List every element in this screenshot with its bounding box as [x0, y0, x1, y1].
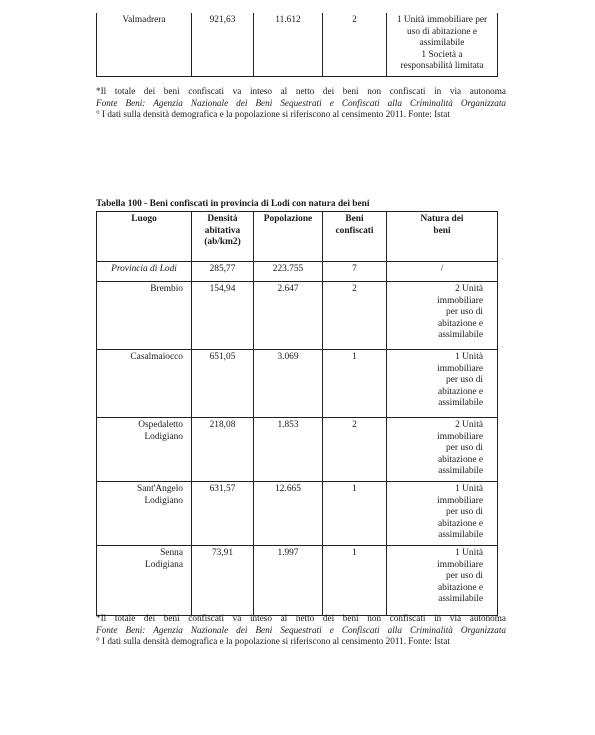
cell-natura	[387, 481, 498, 545]
table-row-provincia	[97, 262, 498, 282]
cell-popolazione: 3.069	[254, 350, 323, 418]
cell-popolazione: 1.853	[254, 418, 323, 482]
note-census: ° I dati sulla densità demografica e la popolazione si riferiscono al censimento 2011. Fonte: Istat	[96, 636, 450, 647]
natura-line: assimilabile	[419, 38, 465, 49]
natura-line: immobiliare	[437, 295, 483, 306]
header-line: Natura dei	[420, 214, 464, 224]
cell-popolazione: 1.997	[254, 545, 323, 615]
luogo-line: Lodigiano	[144, 495, 183, 506]
cell-densita: 285,77	[192, 262, 254, 282]
natura-line: per uso di	[446, 443, 483, 454]
note-census: ° I dati sulla densità demografica e la popolazione si riferiscono al censimento 2011. Fonte: Istat	[96, 109, 450, 120]
cell-densita: 651,05	[192, 350, 254, 418]
cell-beni: 1	[323, 350, 387, 418]
luogo-line: Senna	[160, 547, 183, 558]
natura-line: abitazione e	[437, 582, 483, 593]
table-row	[97, 418, 498, 482]
cell-luogo	[97, 545, 192, 615]
natura-line: abitazione e	[437, 518, 483, 529]
cell-densita: 154,94	[192, 282, 254, 350]
header-beni: Beni confiscati	[323, 212, 387, 262]
note-total: *Il totale dei beni confiscati va inteso al netto dei beni non confiscati in via autonoma	[96, 613, 506, 623]
natura-line: per uso di	[446, 375, 483, 386]
header-luogo: Luogo	[97, 212, 192, 262]
header-line: abitativa	[204, 225, 241, 236]
natura-line: 2 Unità	[455, 284, 483, 294]
cell-popolazione: 223.755	[254, 262, 323, 282]
header-natura	[387, 212, 498, 262]
cell-luogo: Provincia di Lodi	[97, 262, 192, 282]
cell-beni: 2	[323, 282, 387, 350]
table-row	[97, 350, 498, 418]
natura-line: assimilabile	[438, 398, 483, 409]
cell-beni: 1	[323, 545, 387, 615]
header-densita	[192, 212, 254, 262]
cell-natura	[387, 13, 498, 76]
natura-line: uso di abitazione e	[406, 26, 478, 37]
natura-line: 1 Unità	[455, 352, 483, 362]
natura-line: 1 Unità	[455, 547, 483, 558]
header-line: Densità	[207, 214, 238, 224]
natura-line: assimilabile	[438, 594, 483, 605]
natura-line: abitazione e	[437, 454, 483, 465]
cell-densita: 73,91	[192, 545, 254, 615]
natura-line: immobiliare	[437, 431, 483, 442]
note-source: Fonte Beni: Agenzia Nazionale dei Beni Sequestrati e Confiscati alla Criminalità Organizzata	[96, 97, 506, 108]
natura-line: 1 Unità	[455, 483, 483, 494]
natura-line: immobiliare	[437, 495, 483, 506]
cell-beni: 1	[323, 481, 387, 545]
natura-line: assimilabile	[438, 530, 483, 541]
natura-line: immobiliare	[437, 363, 483, 374]
table-caption: Tabella 100 - Beni confiscati in provincia di Lodi con natura dei beni	[96, 199, 370, 209]
luogo-line: Casalmaiocco	[130, 352, 183, 362]
cell-luogo: Valmadrera	[97, 13, 192, 76]
natura-line: responsabilità limitata	[400, 61, 484, 72]
cell-popolazione: 11.612	[254, 13, 323, 76]
natura-line: abitazione e	[437, 386, 483, 397]
table-row	[97, 13, 498, 76]
cell-densita: 218,08	[192, 418, 254, 482]
cell-natura	[387, 350, 498, 418]
cell-natura: /	[387, 262, 498, 282]
natura-line: assimilabile	[438, 466, 483, 477]
notes-top	[96, 86, 506, 121]
note-source: Fonte Beni: Agenzia Nazionale dei Beni Sequestrati e Confiscati alla Criminalità Organizzata	[96, 624, 506, 635]
cell-natura	[387, 282, 498, 350]
cell-natura	[387, 418, 498, 482]
luogo-line: Lodigiana	[144, 559, 183, 570]
natura-line: 2 Unità	[455, 420, 483, 430]
cell-densita: 631,57	[192, 481, 254, 545]
cell-popolazione: 2.647	[254, 282, 323, 350]
cell-beni: 7	[323, 262, 387, 282]
cell-beni: 2	[323, 418, 387, 482]
luogo-line: Brembio	[150, 284, 183, 294]
cell-luogo	[97, 418, 192, 482]
natura-line: assimilabile	[438, 330, 483, 341]
natura-line: per uso di	[446, 571, 483, 582]
header-popolazione: Popolazione	[254, 212, 323, 262]
lodi-table	[96, 211, 498, 616]
notes-bottom	[96, 613, 506, 648]
table-row	[97, 282, 498, 350]
luogo-line: Ospedaletto	[138, 420, 183, 430]
header-line: beni	[433, 225, 451, 236]
cell-natura	[387, 545, 498, 615]
cell-densita: 921,63	[192, 13, 254, 76]
previous-table-fragment	[96, 13, 498, 77]
luogo-line: Sant'Angelo	[137, 483, 183, 494]
luogo-line: Lodigiano	[144, 431, 183, 442]
table-row	[97, 481, 498, 545]
natura-line: per uso di	[446, 507, 483, 518]
cell-popolazione: 12.665	[254, 481, 323, 545]
cell-luogo	[97, 282, 192, 350]
cell-luogo	[97, 481, 192, 545]
natura-line: 1 Società a	[421, 49, 463, 60]
natura-line: immobiliare	[437, 559, 483, 570]
header-row	[97, 212, 498, 262]
natura-line: per uso di	[446, 307, 483, 318]
natura-line: abitazione e	[437, 318, 483, 329]
note-total: *Il totale dei beni confiscati va inteso al netto dei beni non confiscati in via autonoma	[96, 86, 506, 96]
cell-luogo	[97, 350, 192, 418]
cell-beni: 2	[323, 13, 387, 76]
header-line: (ab/km2)	[204, 237, 241, 248]
table-row	[97, 545, 498, 615]
natura-line: 1 Unità immobiliare per	[396, 15, 488, 25]
